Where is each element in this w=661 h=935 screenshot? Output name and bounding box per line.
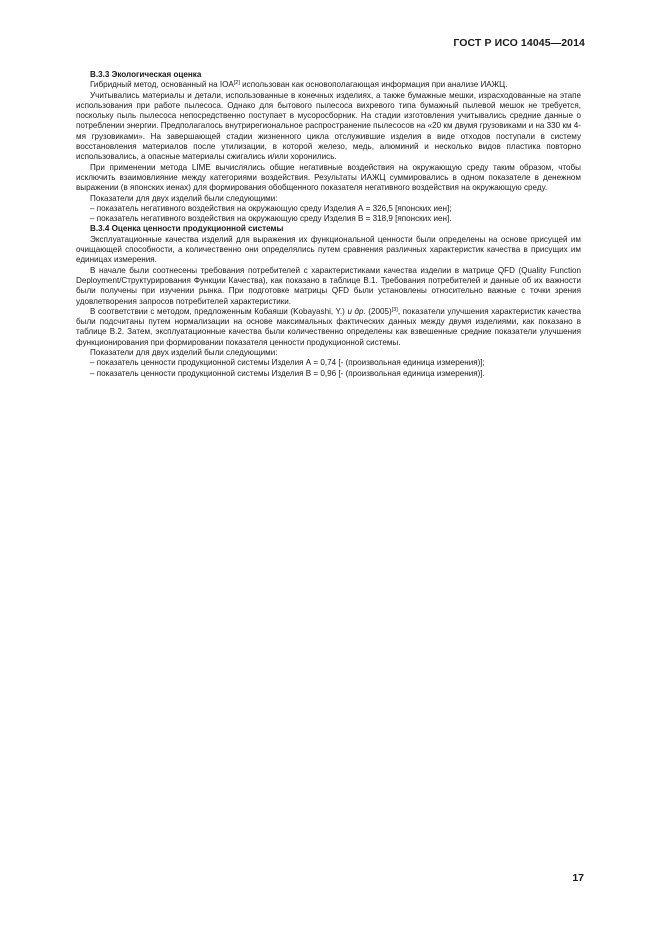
paragraph: При применении метода LIME вычислялись общие негативные воздействия на окружающую среду таким образом, чтобы исключить взаимовлияние между категориями воздействия. Результаты ИАЖЦ суммировались в одном показателе в денежном выражении (в японских иенах) для формирования обобщенного показателя негативного воздействия на окружающую среду.	[76, 162, 581, 193]
paragraph	[76, 307, 581, 348]
paragraph-text: использован как основополагающая информация при анализе ИАЖЦ.	[239, 80, 508, 90]
paragraph: В начале были соотнесены требования потребителей с характеристиками качества изделии в матрице QFD (Quality Function Deployment/Структурирования Функции Качества), как показано в таблице В.1. Требования потребителей и данные об их важности были получены при изучении рынка. При подготовке матрицы QFD были установлены относительно важные с точки зрения удовлетворения запросов потребителей характеристики.	[76, 265, 581, 306]
reference-marker: [2]	[233, 80, 240, 87]
list-item: – показатель негативного воздействия на окружающую среду Изделия А = 326,5 [японских иен];	[90, 203, 452, 213]
paragraph	[76, 80, 581, 90]
list-item: – показатель ценности продукционной системы Изделия А = 0,74 [- (произвольная единица измерения)];	[90, 358, 485, 368]
paragraph: Показатели для двух изделий были следующими:	[90, 348, 278, 358]
paragraph-text: , показатели улучшения характеристик качества были подсчитаны путем нормализации на основе максимальных фактических данных между двумя изделиями, как показано в таблице В.2. Затем, эксплуатационные качества были количественно определены как взвешенные средние показатели улучшения функционирования при формировании показателя ценности продукционной системы.	[76, 306, 581, 347]
list-item: – показатель негативного воздействия на окружающую среду Изделия В = 318,9 [японских иен].	[90, 214, 452, 224]
section-heading-b33: В.3.3 Экологическая оценка	[90, 70, 202, 79]
section-heading-b34: В.3.4 Оценка ценности продукционной системы	[90, 224, 284, 234]
paragraph: Учитывались материалы и детали, использованные в конечных изделиях, а также бумажные мешки, израсходованные на этапе использования при работе пылесоса. Однако для бытового пылесоса вихревого типа бумажный пылевой мешок не требуется, поскольку пыль пылесоса непосредственно поступает в мусоросборник. На стадии изготовления учитывались средние данные о потреблении энергии. Предполагалось внутрирегиональное распространение пылесосов на «20 км двумя грузовиками и на 330 км 4-мя грузовиками». На завершающей стадии жизненного цикла отслужившие изделия в виде отходов поступали в систему восстановления материалов после утилизации, в которой железо, медь, алюминий и несколько видов пластика повторно использовались, а опасные материалы сжигались и/или хоронились.	[76, 90, 581, 162]
document-body	[76, 70, 581, 379]
paragraph-text: В соответствии с методом, предложенным Кобаяши (Kobayashi, Y.)	[90, 306, 348, 316]
paragraph-text: Гибридный метод, основанный на IOA	[90, 80, 234, 90]
italic-text: и др.	[347, 306, 366, 316]
page-number: 17	[572, 872, 584, 884]
paragraph: Эксплуатационные качества изделий для выражения их функциональной ценности были определены на основе присущей им очищающей способности, а количественно они определялись путем сравнения различных характеристик качества в присущих им единицах измерения.	[76, 234, 581, 265]
paragraph-text: (2005)	[365, 306, 392, 316]
document-header: ГОСТ Р ИСО 14045—2014	[453, 37, 585, 49]
reference-marker: [3]	[391, 306, 398, 313]
paragraph: Показатели для двух изделий были следующими:	[90, 193, 278, 203]
list-item: – показатель ценности продукционной системы Изделия В = 0,96 [- (произвольная единица измерения)].	[90, 368, 485, 378]
